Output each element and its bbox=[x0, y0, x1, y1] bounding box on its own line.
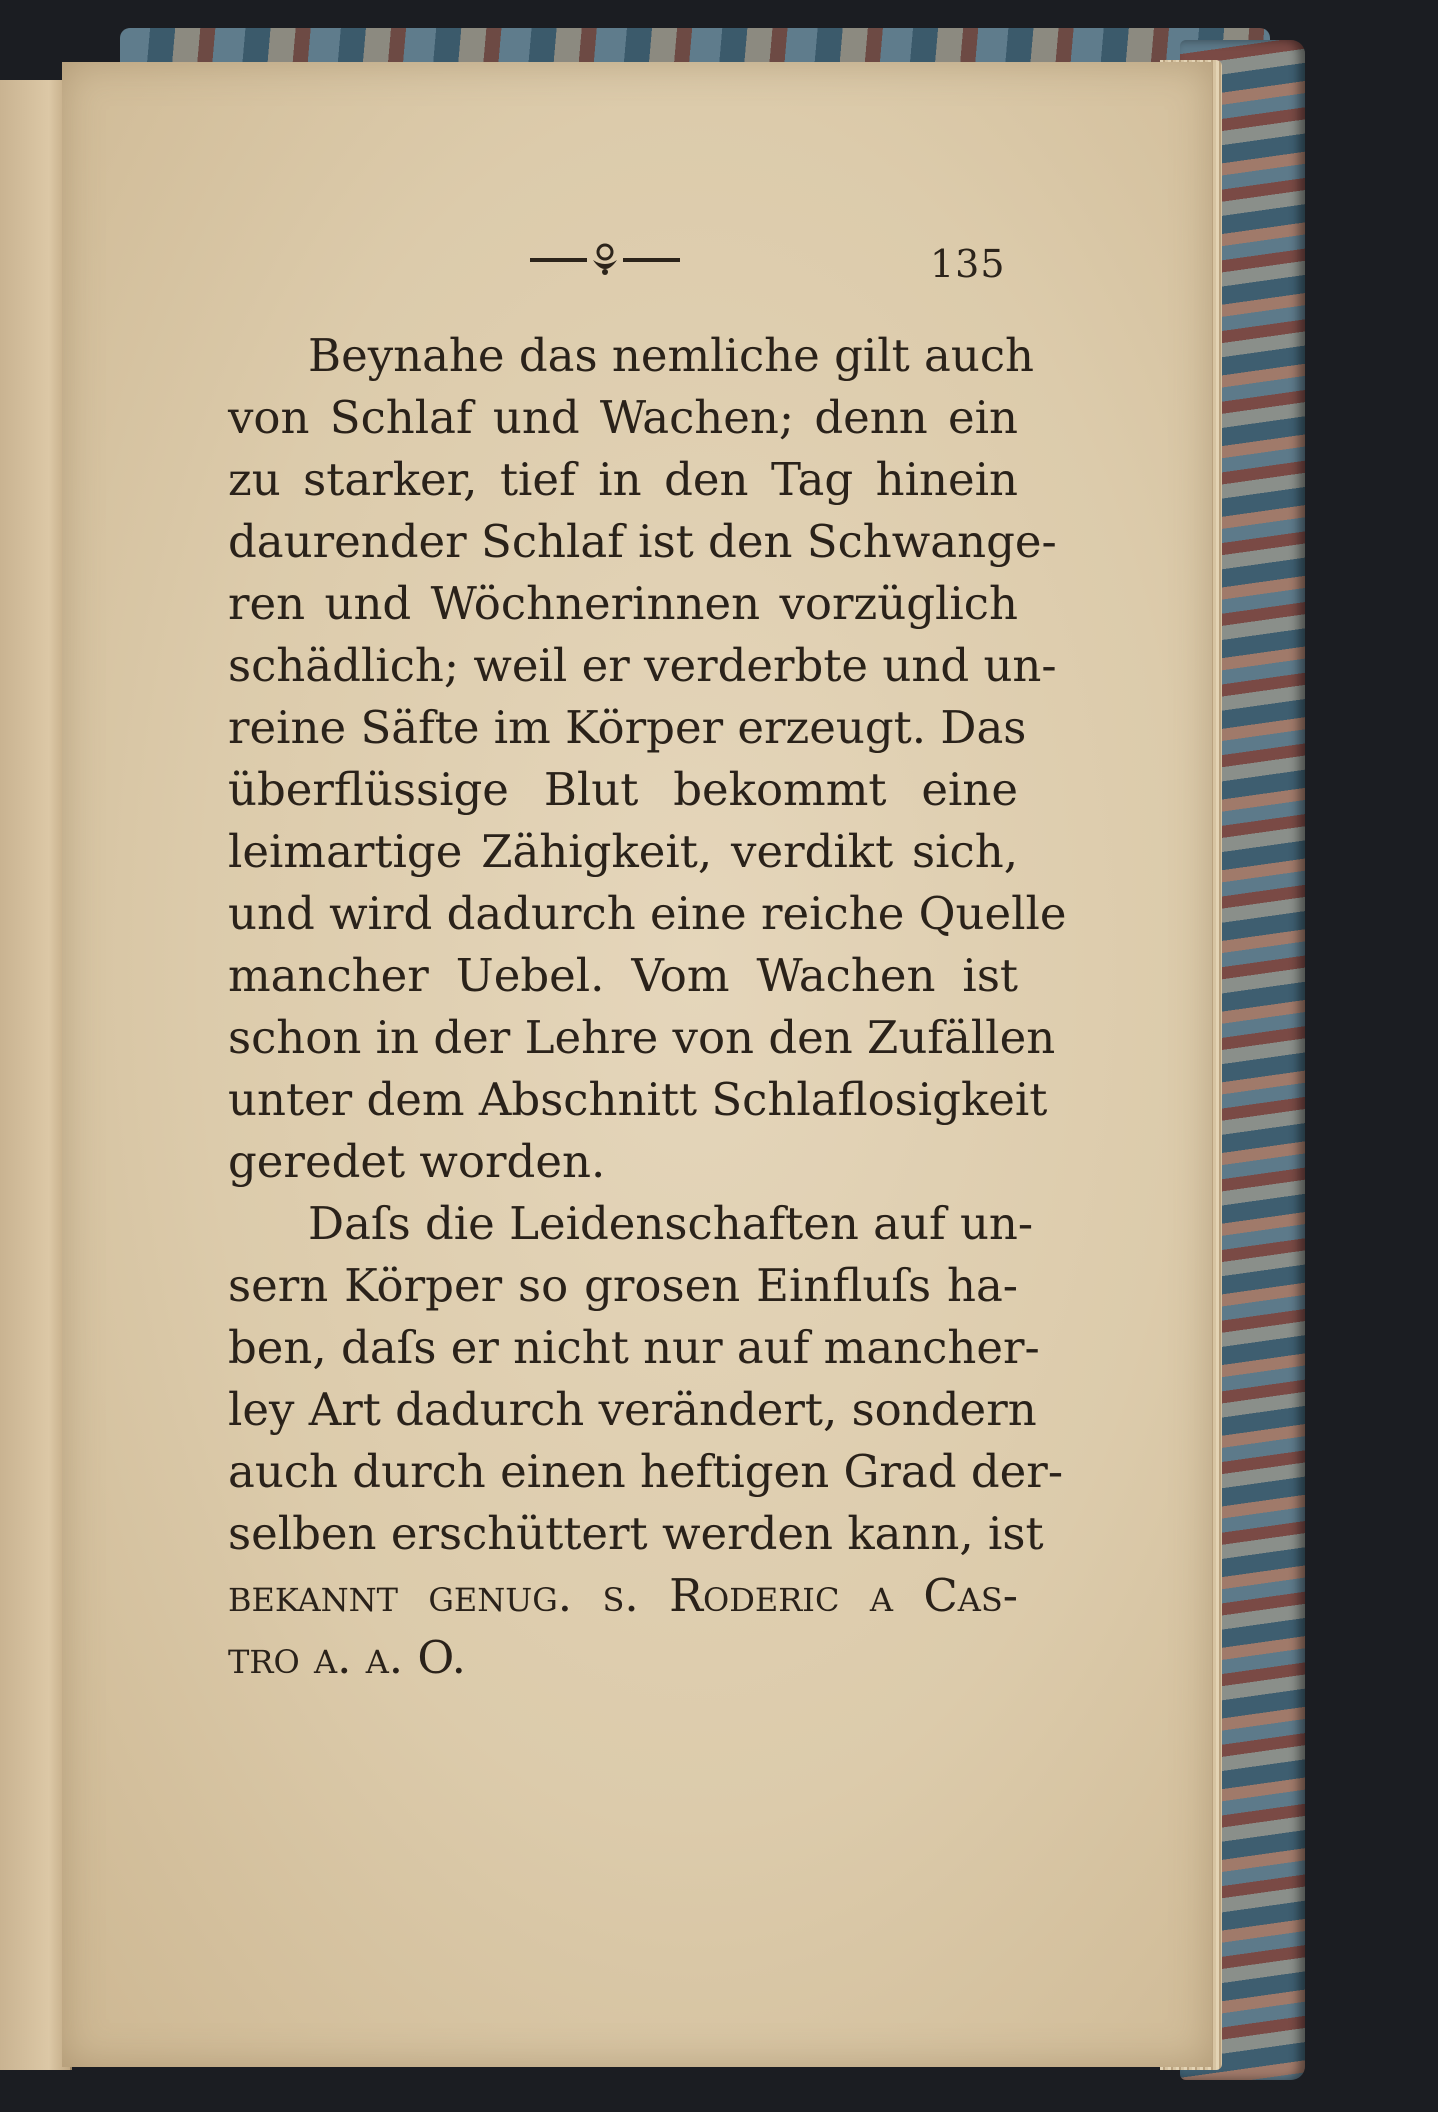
text-line: unter dem Abschnitt Schlaflosigkeit bbox=[228, 1073, 1048, 1126]
text-line: von Schlaf und Wachen; denn ein bbox=[228, 391, 1018, 444]
text-line: daurender Schlaf ist den Schwange- bbox=[228, 515, 1057, 568]
text-line: schon in der Lehre von den Zufällen bbox=[228, 1011, 1056, 1064]
text-line: zu starker, tief in den Tag hinein bbox=[228, 453, 1018, 506]
text-line: leimartige Zähigkeit, verdikt sich, bbox=[228, 825, 1018, 878]
text-line: selben erschüttert werden kann, ist bbox=[228, 1507, 1044, 1560]
text-line: sern Körper so grosen Einfluſs ha- bbox=[228, 1259, 1018, 1312]
text-line: reine Säfte im Körper erzeugt. Das bbox=[228, 701, 1027, 754]
text-line: bekannt genug. s. Roderic a Cas- bbox=[228, 1569, 1018, 1622]
paragraph-2 bbox=[228, 1193, 1064, 1689]
text-line: mancher Uebel. Vom Wachen ist bbox=[228, 949, 1018, 1002]
text-line: Beynahe das nemliche gilt auch bbox=[308, 329, 1035, 382]
page-number: 135 bbox=[930, 242, 1006, 286]
paragraph-1 bbox=[228, 325, 1067, 1193]
header-ornament-icon bbox=[525, 238, 685, 278]
text-line: überflüssige Blut bekommt eine bbox=[228, 763, 1018, 816]
text-line: und wird dadurch eine reiche Quelle bbox=[228, 887, 1067, 940]
text-line: geredet worden. bbox=[228, 1135, 606, 1188]
text-line: ley Art dadurch verändert, sondern bbox=[228, 1383, 1037, 1436]
text-line: tro a. a. O. bbox=[228, 1631, 466, 1684]
text-line: auch durch einen heftigen Grad der- bbox=[228, 1445, 1064, 1498]
text-line: ren und Wöchnerinnen vorzüglich bbox=[228, 577, 1018, 630]
body-text bbox=[228, 325, 1067, 1689]
text-line: Daſs die Leidenschaften auf un- bbox=[308, 1197, 1034, 1250]
text-line: ben, daſs er nicht nur auf mancher- bbox=[228, 1321, 1040, 1374]
text-line: schädlich; weil er verderbte und un- bbox=[228, 639, 1057, 692]
